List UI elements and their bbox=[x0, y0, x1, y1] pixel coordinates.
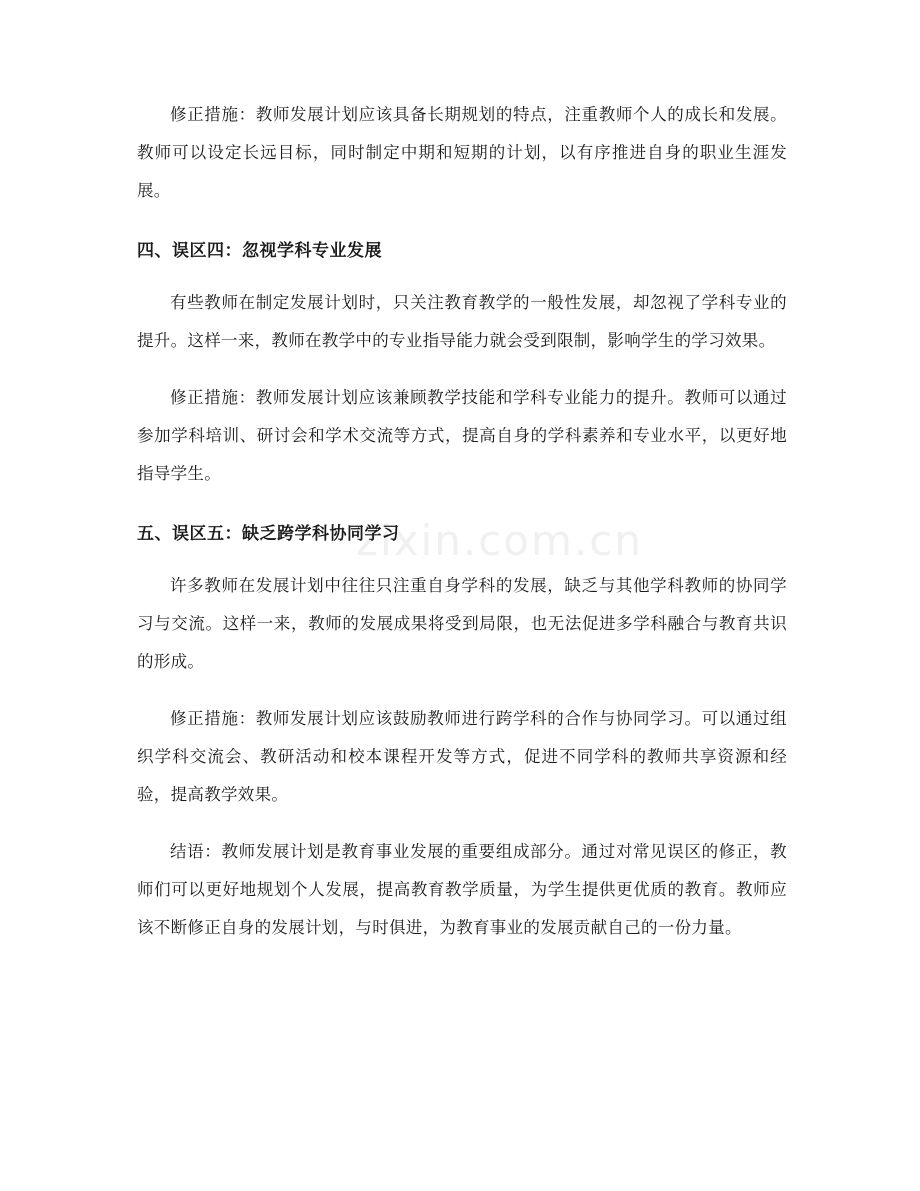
paragraph-fix-5: 修正措施：教师发展计划应该鼓励教师进行跨学科的合作与协同学习。可以通过组织学科交流会、教研活动和校本课程开发等方式，促进不同学科的教师共享资源和经验，提高教学效果。 bbox=[137, 709, 787, 804]
section-heading-5: 五、误区五：缺乏跨学科协同学习 bbox=[137, 524, 400, 544]
document-body bbox=[137, 96, 787, 966]
paragraph-problem-4: 有些教师在制定发展计划时，只关注教育教学的一般性发展，却忽视了学科专业的提升。这样一来，教师在教学中的专业指导能力就会受到限制，影响学生的学习效果。 bbox=[137, 293, 787, 350]
paragraph-problem-5: 许多教师在发展计划中往往只注重自身学科的发展，缺乏与其他学科教师的协同学习与交流。这样一来，教师的发展成果将受到局限，也无法促进多学科融合与教育共识的形成。 bbox=[137, 576, 787, 671]
paragraph-fix-3: 修正措施：教师发展计划应该具备长期规划的特点，注重教师个人的成长和发展。教师可以设定长远目标，同时制定中期和短期的计划，以有序推进自身的职业生涯发展。 bbox=[137, 105, 787, 200]
paragraph-fix-4: 修正措施：教师发展计划应该兼顾教学技能和学科专业能力的提升。教师可以通过参加学科培训、研讨会和学术交流等方式，提高自身的学科素养和专业水平，以更好地指导学生。 bbox=[137, 388, 787, 483]
watermark: zixin.com.cn bbox=[356, 516, 643, 565]
paragraph-conclusion: 结语：教师发展计划是教育事业发展的重要组成部分。通过对常见误区的修正，教师们可以更好地规划个人发展，提高教育教学质量，为学生提供更优质的教育。教师应该不断修正自身的发展计划，与时俱进，为教育事业的发展贡献自己的一份力量。 bbox=[137, 842, 787, 937]
section-heading-4: 四、误区四：忽视学科专业发展 bbox=[137, 241, 382, 261]
